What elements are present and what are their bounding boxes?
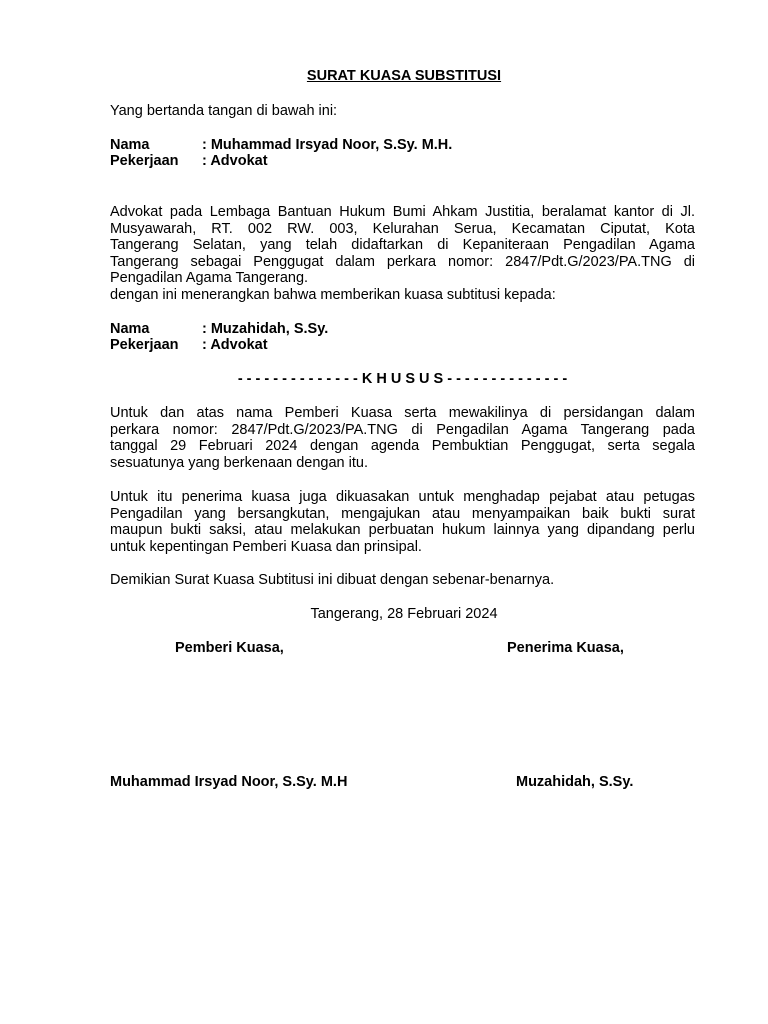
paragraph-line: perkara nomor: 2847/Pdt.G/2023/PA.TNG di Pengadilan Agama Tangerang pada bbox=[110, 421, 695, 438]
grantor-job-label: Pekerjaan bbox=[110, 153, 179, 169]
place-date: Tangerang, 28 Februari 2024 bbox=[310, 606, 498, 622]
paragraph-authority bbox=[110, 489, 695, 555]
grantee-name-row bbox=[110, 321, 328, 338]
grantee-signature-heading: Penerima Kuasa, bbox=[507, 640, 624, 656]
paragraph-line: Pengadilan Agama Tangerang. bbox=[110, 270, 309, 286]
paragraph-line: Advokat pada Lembaga Bantuan Hukum Bumi Ahkam Justitia, beralamat kantor di Jl. bbox=[110, 204, 695, 220]
paragraph-line: Tangerang sebagai Penggugat dalam perkara nomor: 2847/Pdt.G/2023/PA.TNG di bbox=[110, 253, 695, 270]
paragraph-line: Musyawarah, RT. 002 RW. 003, Kelurahan Serua, Kecamatan Ciputat, Kota bbox=[110, 220, 695, 237]
paragraph-line: maupun bukti saksi, atau melakukan perbuatan hukum lainnya yang dipandang perlu bbox=[110, 522, 695, 538]
grantee-job-row bbox=[110, 337, 268, 354]
grantee-name-label: Nama bbox=[110, 321, 150, 337]
paragraph-line: Tangerang Selatan, yang telah didaftarkan di Kepaniteraan Pengadilan Agama bbox=[110, 237, 695, 253]
paragraph-line: Untuk itu penerima kuasa juga dikuasakan untuk menghadap pejabat atau petugas bbox=[110, 489, 695, 505]
document-title: SURAT KUASA SUBSTITUSI bbox=[306, 68, 502, 84]
closing-statement: Demikian Surat Kuasa Subtitusi ini dibuat dengan sebenar-benarnya. bbox=[110, 572, 555, 588]
grantor-name-label: Nama bbox=[110, 137, 150, 153]
grantor-signature-name: Muhammad Irsyad Noor, S.Sy. M.H bbox=[110, 774, 348, 790]
paragraph-line: untuk kepentingan Pemberi Kuasa dan prinsipal. bbox=[110, 538, 422, 555]
grantor-job-row bbox=[110, 153, 268, 170]
paragraph-grantor-description bbox=[110, 204, 695, 303]
paragraph-line: sesuatunya yang berkenaan dengan itu. bbox=[110, 454, 368, 471]
grantee-job-value: : Advokat bbox=[202, 337, 268, 353]
grantor-name-value: : Muhammad Irsyad Noor, S.Sy. M.H. bbox=[202, 137, 453, 153]
grantor-name-row bbox=[110, 137, 452, 154]
grantee-job-label: Pekerjaan bbox=[110, 337, 179, 353]
paragraph-closing-line: dengan ini menerangkan bahwa memberikan kuasa subtitusi kepada: bbox=[110, 286, 556, 303]
paragraph-line: Untuk dan atas nama Pemberi Kuasa serta mewakilinya di persidangan dalam bbox=[110, 405, 695, 421]
grantor-job-value: : Advokat bbox=[202, 153, 268, 169]
paragraph-mandate bbox=[110, 405, 695, 471]
paragraph-line: tanggal 29 Februari 2024 dengan agenda Pembuktian Penggugat, serta segala bbox=[110, 438, 695, 454]
paragraph-line: Pengadilan yang bersangkutan, mengajukan atau menyampaikan baik bukti surat bbox=[110, 505, 695, 522]
grantee-name-value: : Muzahidah, S.Sy. bbox=[202, 321, 329, 337]
intro-text: Yang bertanda tangan di bawah ini: bbox=[110, 103, 338, 119]
khusus-divider: - - - - - - - - - - - - - - K H U S U S - - - - - - - - - - - - - - bbox=[237, 371, 568, 387]
grantor-signature-heading: Pemberi Kuasa, bbox=[175, 640, 284, 656]
grantee-signature-name: Muzahidah, S.Sy. bbox=[516, 774, 634, 790]
